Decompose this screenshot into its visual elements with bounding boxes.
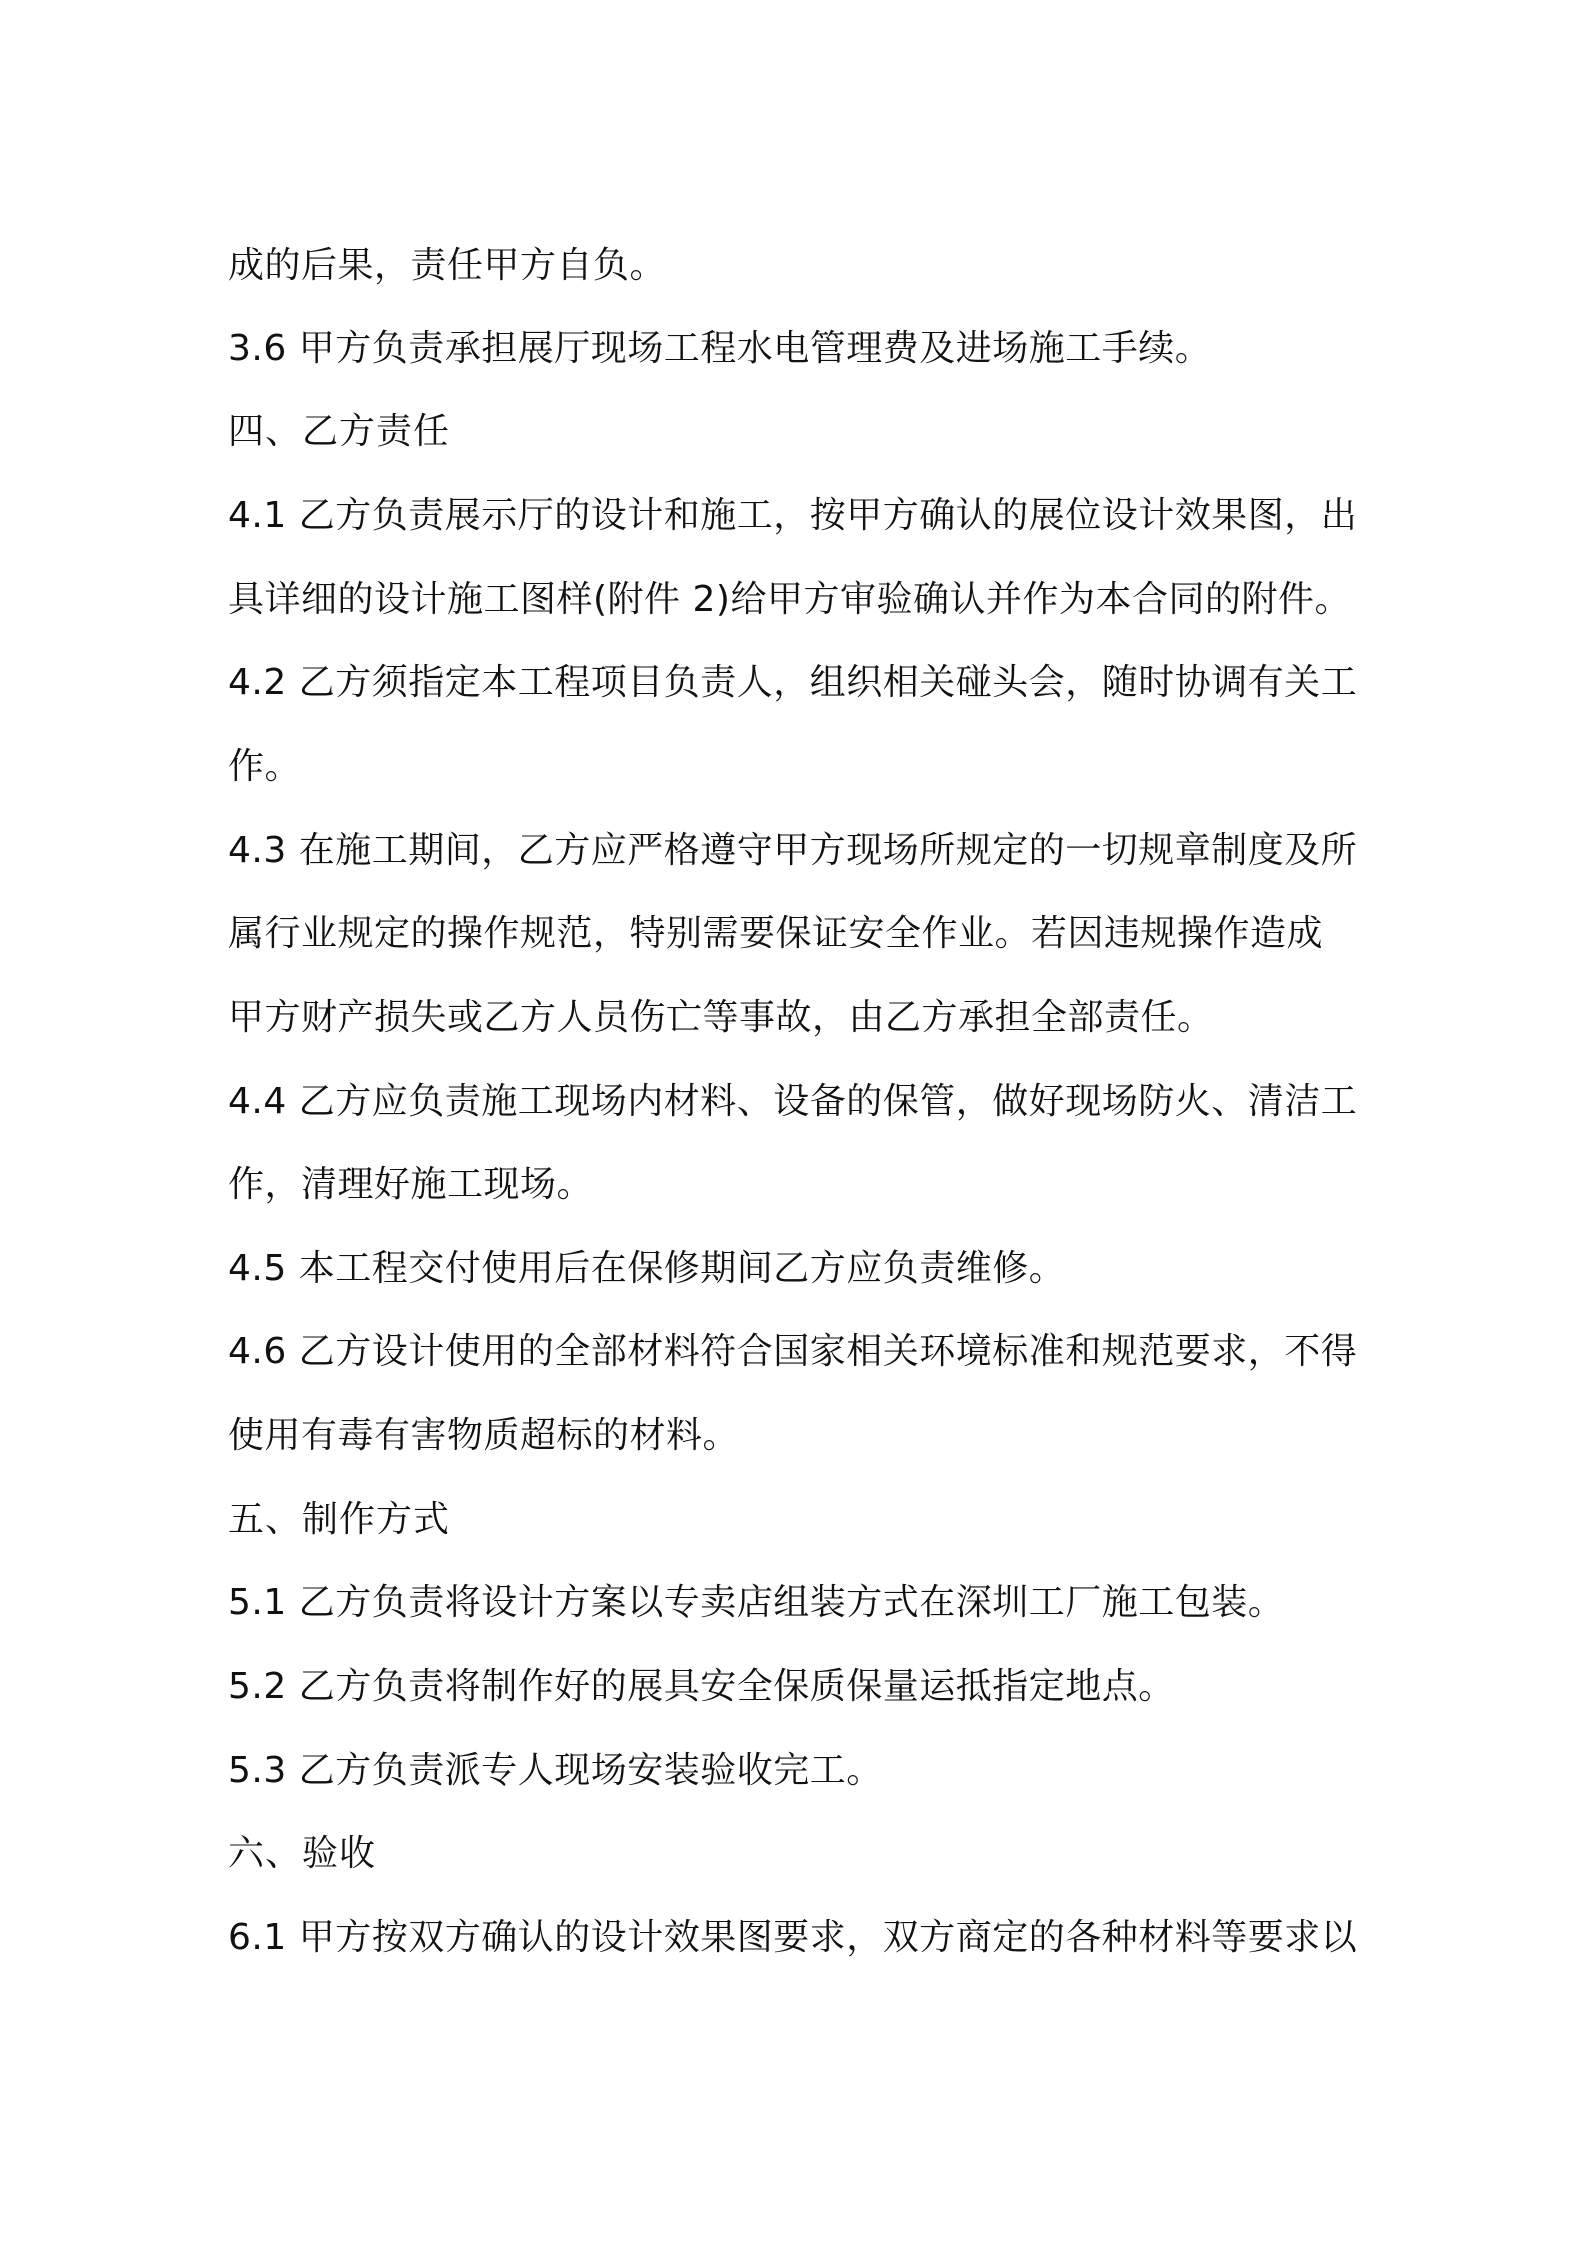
clause-5-1: 5.1 乙方负责将设计方案以专卖店组装方式在深圳工厂施工包装。 <box>228 1582 1285 1623</box>
text-line: 作，清理好施工现场。 <box>228 1164 594 1205</box>
text-line: 成的后果，责任甲方自负。 <box>228 245 667 286</box>
clause-5-3: 5.3 乙方负责派专人现场安装验收完工。 <box>228 1750 883 1791</box>
section-heading-4: 四、乙方责任 <box>228 411 451 452</box>
text-line: 属行业规定的操作规范，特别需要保证安全作业。若因违规操作造成 <box>228 913 1324 954</box>
text-line: 作。 <box>228 746 302 787</box>
clause-4-4: 4.4 乙方应负责施工现场内材料、设备的保管，做好现场防火、清洁工 <box>228 1081 1358 1122</box>
clause-5-2: 5.2 乙方负责将制作好的展具安全保质保量运抵指定地点。 <box>228 1666 1175 1707</box>
clause-4-2: 4.2 乙方须指定本工程项目负责人，组织相关碰头会，随时协调有关工 <box>228 662 1358 703</box>
section-heading-6: 六、验收 <box>228 1833 377 1874</box>
text-line: 具详细的设计施工图样(附件 2)给甲方审验确认并作为本合同的附件。 <box>228 579 1351 620</box>
clause-6-1: 6.1 甲方按双方确认的设计效果图要求，双方商定的各种材料等要求以 <box>228 1917 1358 1958</box>
section-heading-5: 五、制作方式 <box>228 1499 451 1540</box>
text-line: 使用有毒有害物质超标的材料。 <box>228 1415 740 1456</box>
clause-3-6: 3.6 甲方负责承担展厅现场工程水电管理费及进场施工手续。 <box>228 328 1212 369</box>
clause-4-3: 4.3 在施工期间，乙方应严格遵守甲方现场所规定的一切规章制度及所 <box>228 830 1358 871</box>
text-line: 甲方财产损失或乙方人员伤亡等事故，由乙方承担全部责任。 <box>228 997 1214 1038</box>
clause-4-6: 4.6 乙方设计使用的全部材料符合国家相关环境标准和规范要求，不得 <box>228 1331 1358 1372</box>
clause-4-1: 4.1 乙方负责展示厅的设计和施工，按甲方确认的展位设计效果图，出 <box>228 495 1358 536</box>
clause-4-5: 4.5 本工程交付使用后在保修期间乙方应负责维修。 <box>228 1248 1066 1289</box>
